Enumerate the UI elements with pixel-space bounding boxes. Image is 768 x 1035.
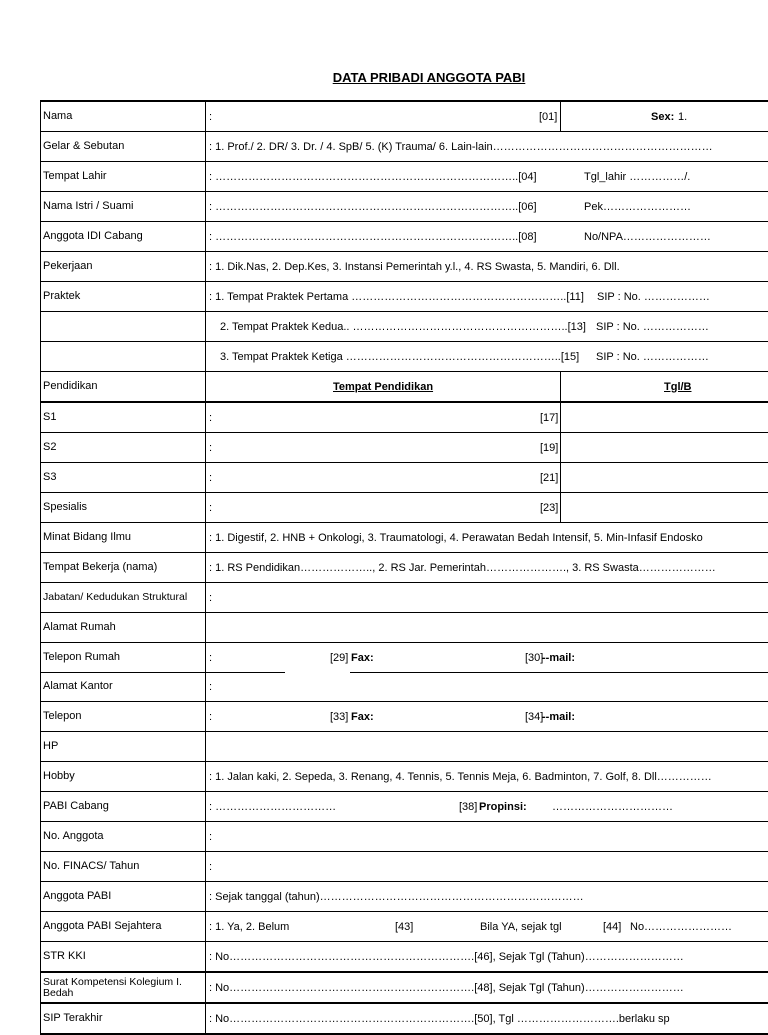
field-value[interactable]: 2. Tempat Praktek Kedua.. …………………………………………………..[13]	[220, 320, 586, 333]
row-telepon	[41, 702, 768, 732]
field-extra[interactable]: Tgl_lahir ……………/.	[584, 170, 691, 183]
row-label: Anggota IDI Cabang	[43, 230, 143, 242]
row-label: Telepon Rumah	[43, 651, 121, 663]
row-anggota-pabi-sejahtera	[41, 912, 768, 942]
field-extra[interactable]: SIP : No. ………………	[597, 290, 710, 303]
row-spesialis	[41, 493, 768, 523]
row-nama	[41, 102, 768, 132]
colon: :	[209, 501, 213, 514]
row-label: SIP Terakhir	[43, 1012, 103, 1024]
field-value[interactable]: : 1. Prof./ 2. DR/ 3. Dr. / 4. SpB/ 5. (K) Trauma/ 6. Lain-lain……………………………………………………	[209, 140, 713, 153]
row-label: Hobby	[43, 770, 75, 782]
fax-label: Fax:	[351, 651, 374, 664]
row-sip-terakhir	[41, 1004, 768, 1035]
field-code: [43]	[395, 920, 414, 933]
field-value[interactable]: : 1. Ya, 2. Belum	[209, 920, 290, 933]
field-value[interactable]: : ………………………………………………………………………..[08]	[209, 230, 537, 243]
row-s2	[41, 433, 768, 463]
row-tempat-bekerja	[41, 553, 768, 583]
row-label: Tempat Lahir	[43, 170, 107, 182]
row-label: Anggota PABI Sejahtera	[43, 920, 162, 932]
field-code: [01]	[539, 110, 558, 123]
field-value[interactable]: : ………………………………………………………………………..[06]	[209, 200, 537, 213]
row-hp	[41, 732, 768, 762]
colon: :	[209, 680, 213, 693]
row-label: Telepon	[43, 710, 82, 722]
field-extra[interactable]: SIP : No. ………………	[596, 320, 709, 333]
row-no-finacs	[41, 852, 768, 882]
row-minat-bidang-ilmu	[41, 523, 768, 553]
row-praktek-3	[41, 342, 768, 372]
fax-label: Fax:	[351, 710, 374, 723]
row-label: S1	[43, 411, 57, 423]
row-label: No. FINACS/ Tahun	[43, 860, 140, 872]
row-alamat-kantor	[41, 672, 768, 702]
field-code: [34]	[525, 710, 544, 723]
row-tempat-lahir	[41, 162, 768, 192]
field-value[interactable]: : No………………………………………………………….[48], Sejak Tgl (Tahun)………………………	[209, 981, 684, 994]
row-no-anggota	[41, 822, 768, 852]
field-value[interactable]: : No………………………………………………………….[50], Tgl ……………………….berlaku sp	[209, 1012, 670, 1025]
field-value[interactable]: : ……………………………	[209, 800, 337, 813]
colon: :	[209, 110, 213, 123]
field-code: [29]	[330, 651, 349, 664]
row-label: Spesialis	[43, 501, 88, 513]
field-mid: Bila YA, sejak tgl	[480, 920, 562, 933]
colon: :	[209, 471, 213, 484]
field-value[interactable]: 3. Tempat Praktek Ketiga …………………………………………………..[15]	[220, 350, 580, 363]
field-extra[interactable]: Pek……………………	[584, 200, 691, 213]
row-label: Pendidikan	[43, 380, 98, 392]
sex-label: Sex:	[651, 110, 675, 123]
row-telepon-rumah	[41, 643, 768, 672]
row-gelar	[41, 132, 768, 162]
row-label: Nama Istri / Suami	[43, 200, 134, 212]
field-value[interactable]: : Sejak tanggal (tahun)………………………………………………………………	[209, 890, 584, 903]
row-jabatan	[41, 583, 768, 613]
row-label: Minat Bidang Ilmu	[43, 531, 132, 543]
row-label: Nama	[43, 110, 73, 122]
row-hobby	[41, 762, 768, 792]
colon: :	[209, 651, 213, 664]
field-value[interactable]: : ………………………………………………………………………..[04]	[209, 170, 537, 183]
column-header: Tgl/B	[664, 380, 692, 393]
field-value[interactable]: : 1. RS Pendidikan……………….., 2. RS Jar. Pemerintah…………………., 3. RS Swasta…………………	[209, 561, 716, 574]
field-code: [38]	[459, 800, 478, 813]
page-title: DATA PRIBADI ANGGOTA PABI	[332, 70, 526, 85]
row-surat-kompetensi	[41, 973, 768, 1004]
row-s1	[41, 403, 768, 433]
colon: :	[209, 441, 213, 454]
row-label: HP	[43, 740, 59, 752]
row-label: PABI Cabang	[43, 800, 109, 812]
row-label: Jabatan/ Kedudukan Struktural	[43, 591, 188, 603]
field-value[interactable]: : 1. Digestif, 2. HNB + Onkologi, 3. Traumatologi, 4. Perawatan Bedah Intensif, 5. Min-Infasif Endosko	[209, 531, 703, 544]
row-nama-istri-suami	[41, 192, 768, 222]
row-str-kki	[41, 942, 768, 973]
field-extra[interactable]: SIP : No. ………………	[596, 350, 709, 363]
row-pendidikan-header	[41, 372, 768, 403]
field-code: [44]	[603, 920, 622, 933]
row-praktek-1	[41, 282, 768, 312]
row-praktek-2	[41, 312, 768, 342]
propinsi-value[interactable]: ……………………………	[552, 800, 673, 813]
colon: :	[209, 830, 213, 843]
field-code: [23]	[540, 501, 559, 514]
colon: :	[209, 860, 213, 873]
row-label: Anggota PABI	[43, 890, 112, 902]
row-anggota-idi	[41, 222, 768, 252]
email-label: ‑-mail:	[542, 651, 575, 664]
row-anggota-pabi	[41, 882, 768, 912]
colon: :	[209, 710, 213, 723]
row-label: STR KKI	[43, 950, 86, 962]
member-data-form	[40, 100, 768, 1035]
row-pabi-cabang	[41, 792, 768, 822]
row-label: Pekerjaan	[43, 260, 93, 272]
row-label: Praktek	[43, 290, 81, 302]
row-label: Gelar & Sebutan	[43, 140, 125, 152]
row-label: Alamat Kantor	[43, 680, 113, 692]
field-value[interactable]: : 1. Jalan kaki, 2. Sepeda, 3. Renang, 4. Tennis, 5. Tennis Meja, 6. Badminton, 7. Golf, 8. Dll……………	[209, 770, 712, 783]
field-value[interactable]: : 1. Dik.Nas, 2. Dep.Kes, 3. Instansi Pemerintah y.l., 4. RS Swasta, 5. Mandiri, 6. Dll.	[209, 260, 620, 273]
field-extra[interactable]: No……………………	[630, 920, 733, 933]
field-code: [33]	[330, 710, 349, 723]
row-label: No. Anggota	[43, 830, 104, 842]
propinsi-label: Propinsi:	[479, 800, 527, 813]
field-extra[interactable]: No/NPA……………………	[584, 230, 711, 243]
row-label: Alamat Rumah	[43, 621, 116, 633]
row-label: S2	[43, 441, 57, 453]
colon: :	[209, 411, 213, 424]
field-value[interactable]: : No………………………………………………………….[46], Sejak Tgl (Tahun)………………………	[209, 950, 684, 963]
row-pekerjaan	[41, 252, 768, 282]
field-code: [19]	[540, 441, 559, 454]
row-label: S3	[43, 471, 57, 483]
row-label: Tempat Bekerja (nama)	[43, 561, 158, 573]
column-header: Tempat Pendidikan	[333, 380, 434, 393]
field-value[interactable]: : 1. Tempat Praktek Pertama …………………………………………………..[11]	[209, 290, 584, 303]
email-label: ‑-mail:	[542, 710, 575, 723]
field-code: [30]	[525, 651, 544, 664]
sex-value[interactable]: 1.	[678, 110, 688, 123]
row-s3	[41, 463, 768, 493]
row-alamat-rumah	[41, 613, 768, 643]
colon: :	[209, 591, 213, 604]
field-code: [17]	[540, 411, 559, 424]
row-label: Surat Kompetensi Kolegium I. Bedah	[43, 975, 182, 999]
field-code: [21]	[540, 471, 559, 484]
